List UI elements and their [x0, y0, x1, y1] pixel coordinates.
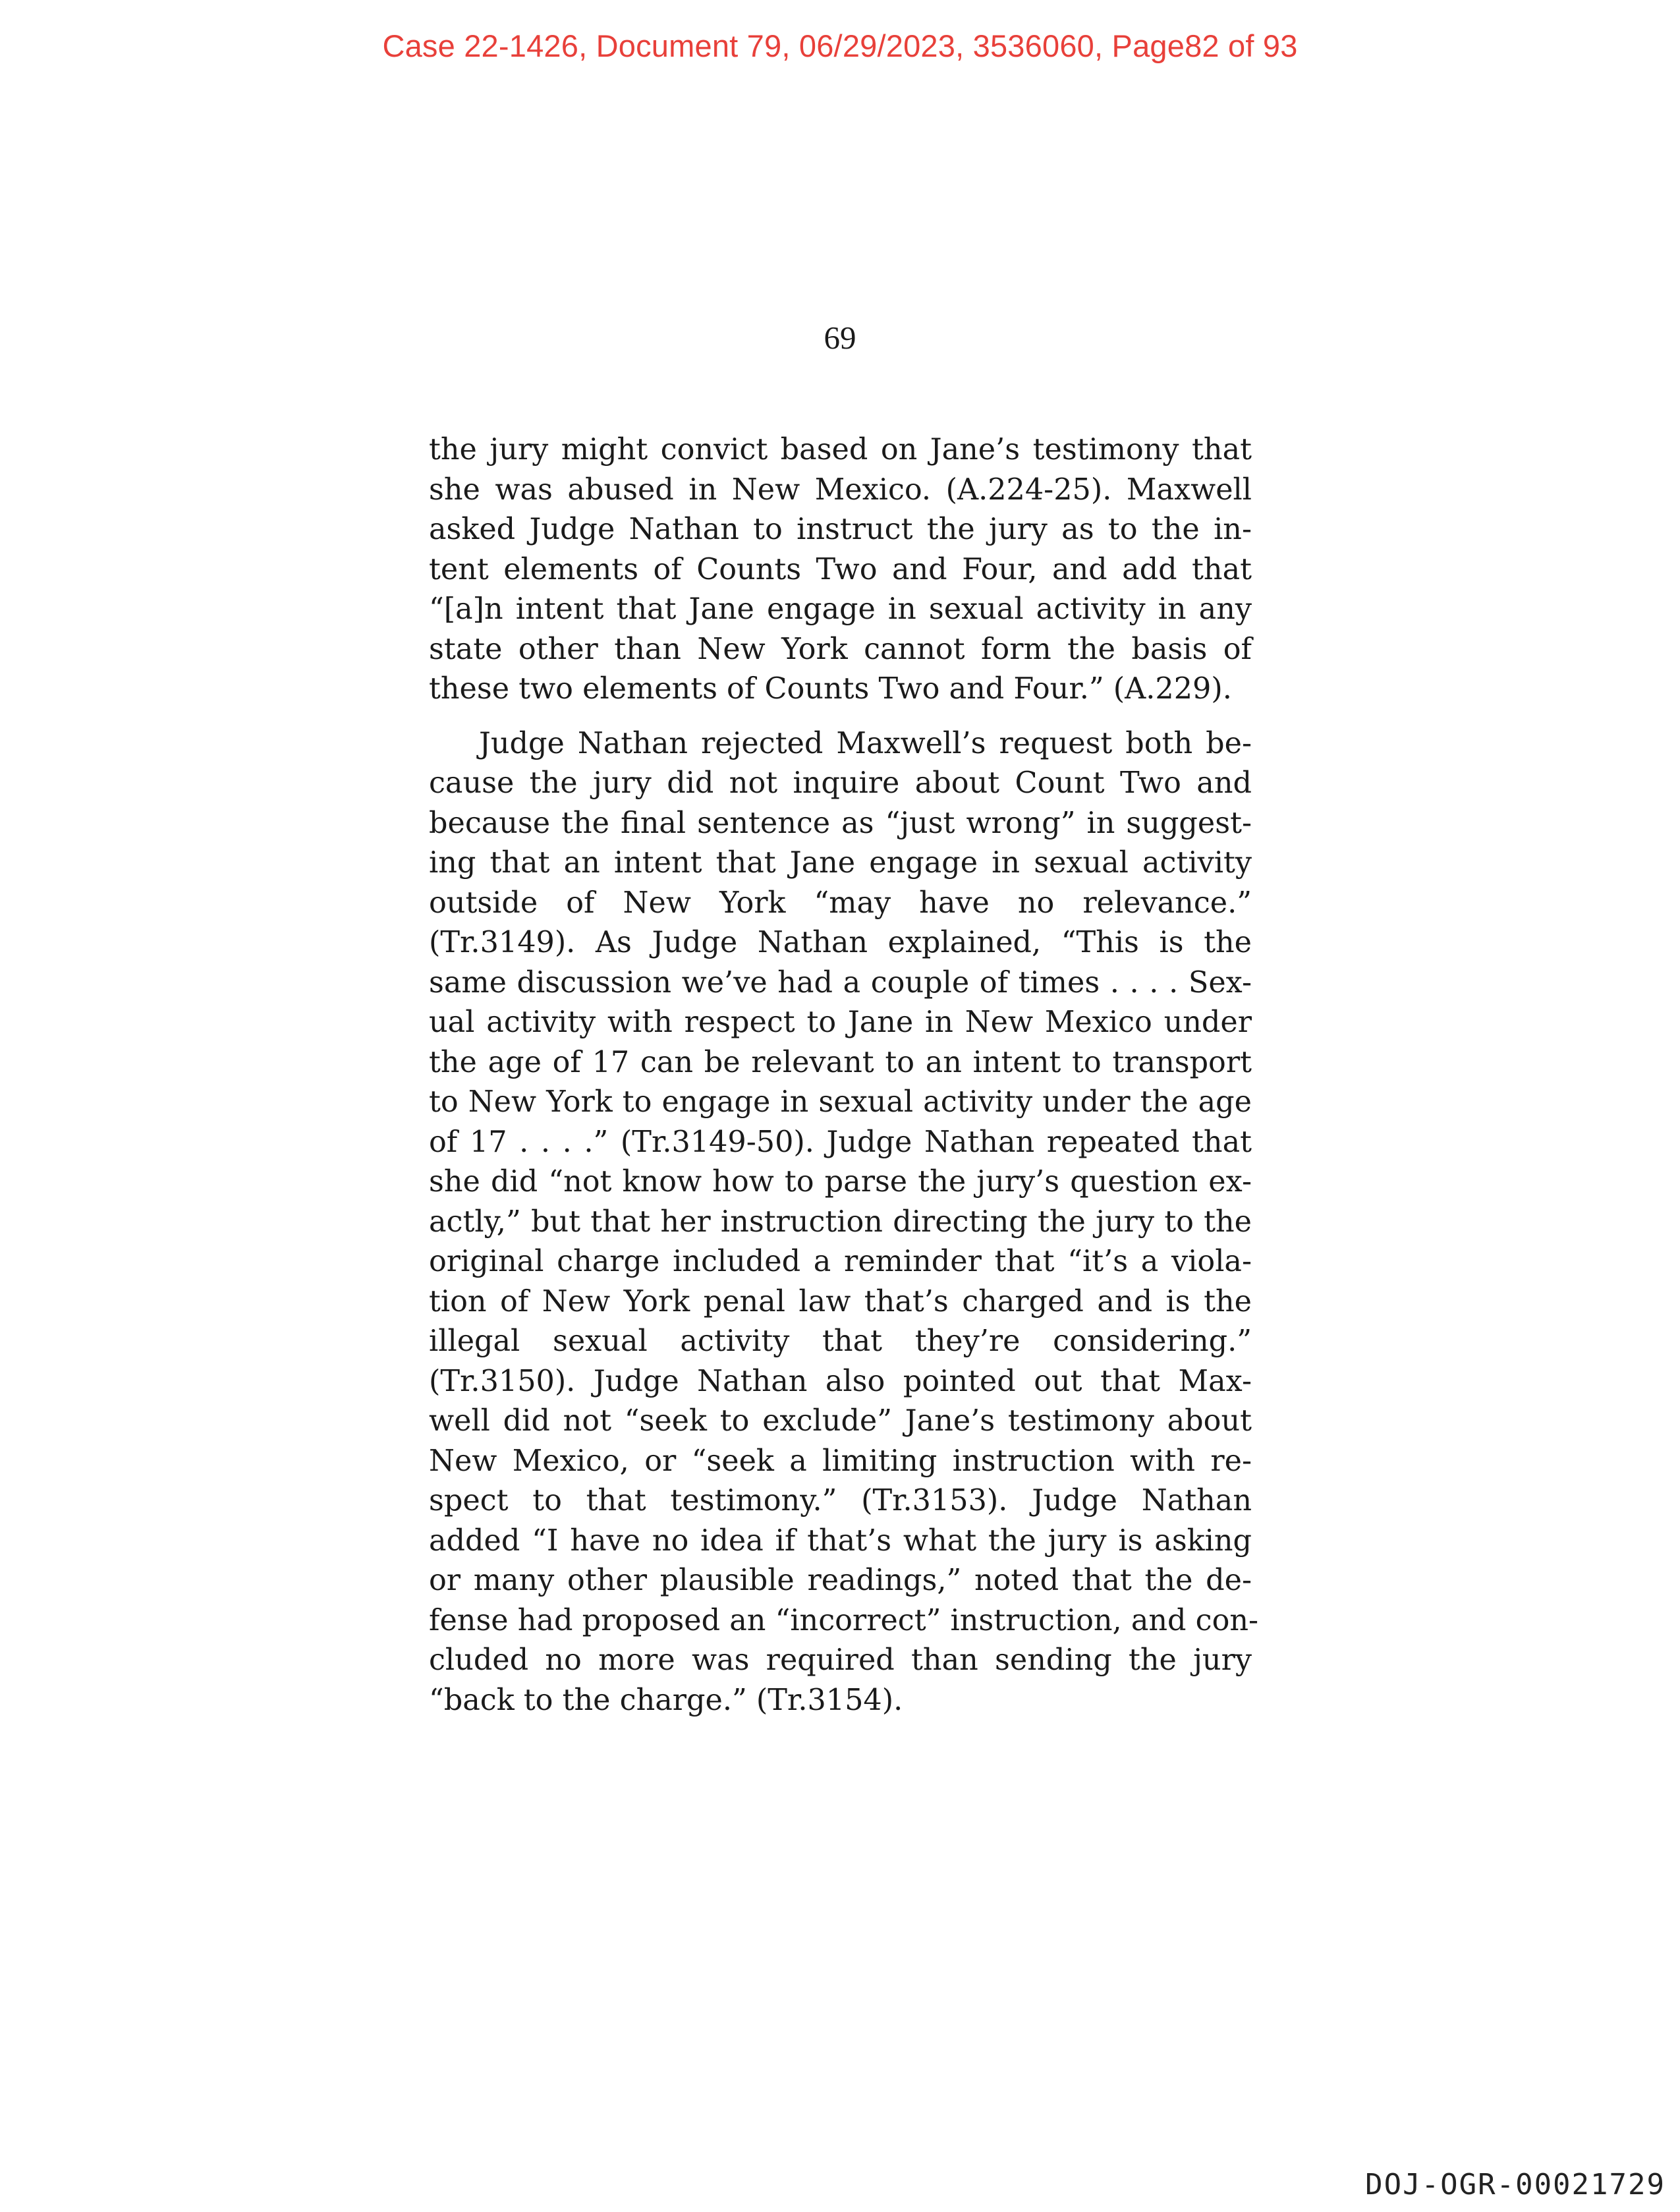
text-line: original charge included a reminder that “it’s a viola-	[429, 1245, 1252, 1278]
text-line: (Tr.3149). As Judge Nathan explained, “This is the	[429, 926, 1252, 959]
page-number: 69	[824, 320, 856, 356]
text-line: the jury might convict based on Jane’s testimony that	[429, 433, 1252, 467]
text-line: she was abused in New Mexico. (A.224-25). Maxwell	[429, 472, 1252, 507]
text-line: well did not “seek to exclude” Jane’s testimony about	[429, 1404, 1252, 1438]
text-line: “back to the charge.” (Tr.3154).	[429, 1683, 903, 1717]
text-line: because the final sentence as “just wrong” in suggest-	[429, 806, 1252, 840]
text-line: (Tr.3150). Judge Nathan also pointed out that Max-	[429, 1364, 1252, 1398]
text-line: Judge Nathan rejected Maxwell’s request both be-	[479, 726, 1252, 760]
text-line: “[a]n intent that Jane engage in sexual activity in any	[429, 592, 1252, 626]
body-text	[429, 430, 1259, 1720]
text-line: cluded no more was required than sending the jury	[429, 1643, 1252, 1677]
text-line: same discussion we’ve had a couple of times . . . . Sex-	[429, 965, 1252, 1000]
text-line: these two elements of Counts Two and Four.” (A.229).	[429, 672, 1232, 706]
case-header-stamp: Case 22-1426, Document 79, 06/29/2023, 3536060, Page82 of 93	[382, 28, 1298, 63]
text-line: fense had proposed an “incorrect” instruction, and con-	[429, 1603, 1259, 1637]
text-line: or many other plausible readings,” noted that the de-	[429, 1564, 1252, 1597]
paragraph-gap	[429, 710, 1252, 724]
text-line: added “I have no idea if that’s what the jury is asking	[429, 1523, 1252, 1558]
bates-number: DOJ-OGR-00021729	[1365, 2168, 1666, 2201]
text-line: the age of 17 can be relevant to an intent to transport	[429, 1045, 1252, 1079]
paragraph-1	[429, 430, 1252, 710]
paragraph-2	[429, 724, 1259, 1721]
text-line: ual activity with respect to Jane in New Mexico under	[429, 1006, 1252, 1039]
text-line: state other than New York cannot form the basis of	[429, 632, 1252, 666]
text-line: she did “not know how to parse the jury’s question ex-	[429, 1165, 1252, 1199]
text-line: illegal sexual activity that they’re considering.”	[429, 1324, 1252, 1358]
text-line: tion of New York penal law that’s charged and is the	[429, 1284, 1252, 1319]
text-line: New Mexico, or “seek a limiting instruction with re-	[429, 1444, 1252, 1478]
text-line: spect to that testimony.” (Tr.3153). Judge Nathan	[429, 1484, 1252, 1517]
text-line: asked Judge Nathan to instruct the jury as to the in-	[429, 513, 1252, 546]
text-line: of 17 . . . .” (Tr.3149-50). Judge Nathan repeated that	[429, 1125, 1252, 1159]
text-line: cause the jury did not inquire about Count Two and	[429, 766, 1252, 800]
text-line: actly,” but that her instruction directing the jury to the	[429, 1205, 1252, 1239]
text-line: tent elements of Counts Two and Four, and add that	[429, 552, 1252, 586]
text-line: to New York to engage in sexual activity under the age	[429, 1085, 1252, 1119]
text-line: outside of New York “may have no relevance.”	[429, 886, 1252, 920]
text-line: ing that an intent that Jane engage in sexual activity	[429, 846, 1252, 880]
